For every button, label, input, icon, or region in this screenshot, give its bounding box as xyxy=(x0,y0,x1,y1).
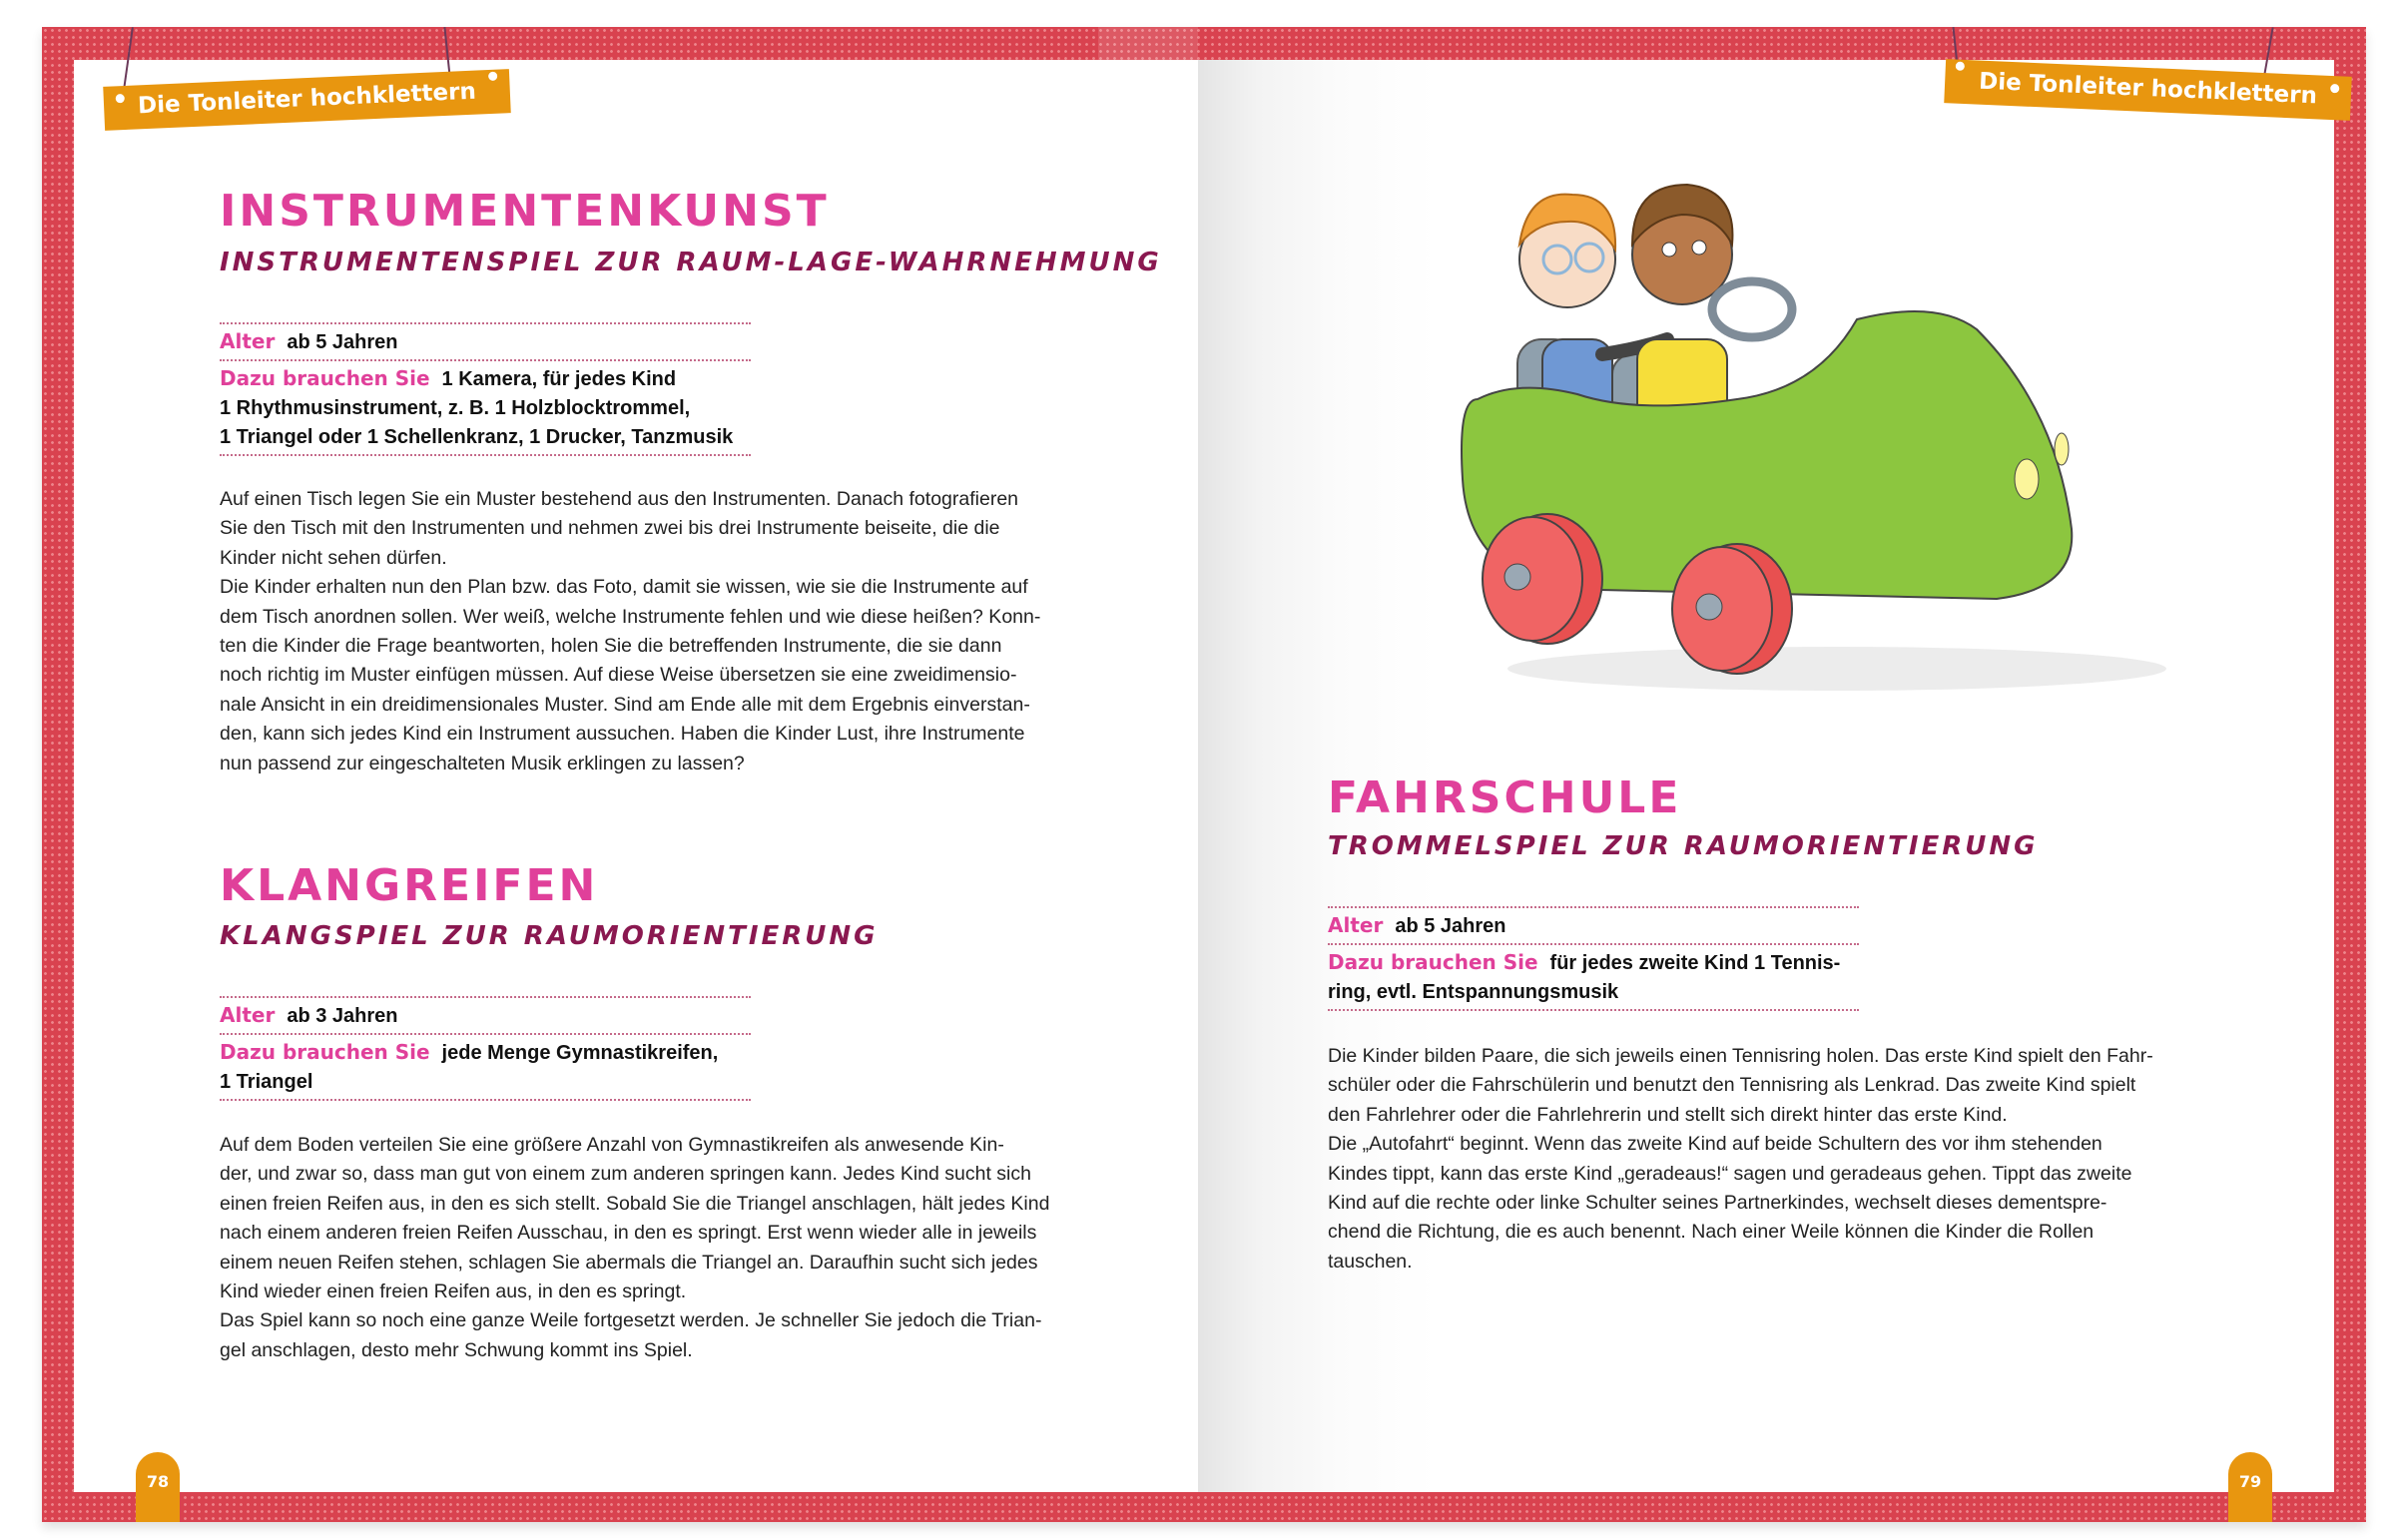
page-number-left: 78 xyxy=(136,1452,180,1522)
body-line: einem neuen Reifen stehen, schlagen Sie abermals die Triangel an. Daraufhin sucht sich jedes xyxy=(220,1251,1038,1274)
section-subtitle: TROMMELSPIEL ZUR RAUMORIENTIERUNG xyxy=(1328,831,2039,861)
body-line: Kindes tippt, kann das erste Kind „geradeaus!“ sagen und geradeaus gehen. Tippt das zweite xyxy=(1328,1162,2132,1185)
materials-row xyxy=(220,1035,751,1101)
steering-wheel xyxy=(1712,281,1792,337)
page-number-right: 79 xyxy=(2228,1452,2272,1522)
body-line: nun passend zur eingeschalteten Musik erklingen zu lassen? xyxy=(220,752,745,774)
body-line: gel anschlagen, desto mehr Schwung kommt ins Spiel. xyxy=(220,1338,693,1361)
section-subtitle: INSTRUMENTENSPIEL ZUR RAUM-LAGE-WAHRNEHMUNG xyxy=(220,248,1162,277)
section-title: FAHRSCHULE xyxy=(1328,772,1682,823)
materials-label: Dazu brauchen Sie xyxy=(1328,950,1538,974)
info-box xyxy=(1328,906,1859,1011)
spine-shade xyxy=(1098,27,1198,60)
body-line: den Fahrlehrer oder die Fahrlehrerin und stellt sich direkt hinter das erste Kind. xyxy=(1328,1103,2008,1126)
body-line: ten die Kinder die Frage beantworten, holen Sie die betreffenden Instrumente, die sie dann xyxy=(220,635,1002,658)
body-line: Die Kinder erhalten nun den Plan bzw. das Foto, damit sie wissen, wie sie die Instrumente auf xyxy=(220,576,1028,599)
age-value: ab 5 Jahren xyxy=(1395,915,1506,937)
body-line: tauschen. xyxy=(1328,1250,1413,1273)
body-line: Auf einen Tisch legen Sie ein Muster bestehend aus den Instrumenten. Danach fotografieren xyxy=(220,488,1019,510)
materials-row xyxy=(1328,945,1859,1011)
body-line: noch richtig im Muster einfügen müssen. Auf diese Weise übersetzen sie eine zweidimensio- xyxy=(220,664,1017,687)
info-box xyxy=(220,996,751,1101)
body-line: nach einem anderen freien Reifen Ausschau, in den es springt. Erst wenn wieder alle in jeweils xyxy=(220,1222,1037,1245)
tag-hole xyxy=(116,94,125,103)
body-line: nale Ansicht in ein dreidimensionales Muster. Sind am Ende alle mit dem Ergebnis einverstan- xyxy=(220,693,1030,716)
age-label: Alter xyxy=(220,329,276,353)
materials-row xyxy=(220,361,751,456)
body-line: Die „Autofahrt“ beginnt. Wenn das zweite Kind auf beide Schultern des vor ihm stehenden xyxy=(1328,1133,2102,1156)
materials-line: für jedes zweite Kind 1 Tennis- xyxy=(1549,952,1841,974)
section-body xyxy=(1328,1042,2206,1277)
materials-line: jede Menge Gymnastikreifen, xyxy=(441,1042,719,1064)
age-row xyxy=(1328,908,1859,945)
chapter-tag-label: Die Tonleiter hochklettern xyxy=(1978,68,2318,110)
headlight xyxy=(2055,433,2069,465)
section-title: INSTRUMENTENKUNST xyxy=(220,186,830,237)
materials-line: ring, evtl. Entspannungsmusik xyxy=(1328,981,1619,1003)
body-line: den, kann sich jedes Kind ein Instrument aussuchen. Haben die Kinder Lust, ihre Instrumente xyxy=(220,723,1025,746)
headlight xyxy=(2015,459,2039,499)
car-shadow xyxy=(1507,647,2166,691)
illustration-children-car xyxy=(1438,150,2206,709)
tag-hole xyxy=(488,72,497,81)
materials-label: Dazu brauchen Sie xyxy=(220,366,430,390)
body-line: Die Kinder bilden Paare, die sich jeweils einen Tennisring holen. Das erste Kind spielt den Fahr- xyxy=(1328,1045,2153,1067)
materials-line: 1 Rhythmusinstrument, z. B. 1 Holzblocktrommel, xyxy=(220,397,691,419)
tag-hole xyxy=(1956,62,1965,71)
body-line: Kind wieder einen freien Reifen aus, in den es springt. xyxy=(220,1281,687,1303)
body-line: einen freien Reifen aus, in den es sich stellt. Sobald Sie die Triangel anschlagen, hält jedes Kind xyxy=(220,1192,1050,1215)
section-title: KLANGREIFEN xyxy=(220,860,599,911)
tag-hole xyxy=(2330,84,2339,93)
section-subtitle: KLANGSPIEL ZUR RAUMORIENTIERUNG xyxy=(220,921,879,951)
hubcap xyxy=(1504,564,1530,590)
body-line: Kinder nicht sehen dürfen. xyxy=(220,546,447,569)
body-line: Kind auf die rechte oder linke Schulter seines Partnerkindes, wechselt dieses dementspre- xyxy=(1328,1192,2107,1215)
body-line: Sie den Tisch mit den Instrumenten und nehmen zwei bis drei Instrumente beiseite, die die xyxy=(220,517,1000,540)
body-line: Auf dem Boden verteilen Sie eine größere Anzahl von Gymnastikreifen als anwesende Kin- xyxy=(220,1134,1004,1156)
age-row xyxy=(220,998,751,1035)
materials-line: 1 Triangel oder 1 Schellenkranz, 1 Drucker, Tanzmusik xyxy=(220,426,734,448)
body-line: chend die Richtung, die es auch benennt. Nach einer Weile können die Kinder die Rollen xyxy=(1328,1221,2095,1244)
materials-label: Dazu brauchen Sie xyxy=(220,1040,430,1064)
body-line: schüler oder die Fahrschülerin und benutzt den Tennisring als Lenkrad. Das zweite Kind spielt xyxy=(1328,1074,2136,1097)
age-value: ab 5 Jahren xyxy=(287,331,398,353)
body-line: Das Spiel kann so noch eine ganze Weile fortgesetzt werden. Je schneller Sie jedoch die Trian- xyxy=(220,1309,1042,1332)
materials-line: 1 Triangel xyxy=(220,1071,313,1093)
age-value: ab 3 Jahren xyxy=(287,1005,398,1027)
body-line: dem Tisch anordnen sollen. Wer weiß, welche Instrumente fehlen und wie diese heißen? Konn- xyxy=(220,605,1041,628)
age-label: Alter xyxy=(220,1003,276,1027)
chapter-tag-label: Die Tonleiter hochklettern xyxy=(137,78,477,120)
info-box xyxy=(220,322,751,456)
hubcap xyxy=(1696,594,1722,620)
body-line: der, und zwar so, dass man gut von einem zum anderen springen kann. Jedes Kind sucht sich xyxy=(220,1163,1031,1186)
materials-line: 1 Kamera, für jedes Kind xyxy=(441,368,677,390)
section-body xyxy=(220,485,1098,778)
age-label: Alter xyxy=(1328,913,1384,937)
age-row xyxy=(220,324,751,361)
section-body xyxy=(220,1131,1098,1365)
